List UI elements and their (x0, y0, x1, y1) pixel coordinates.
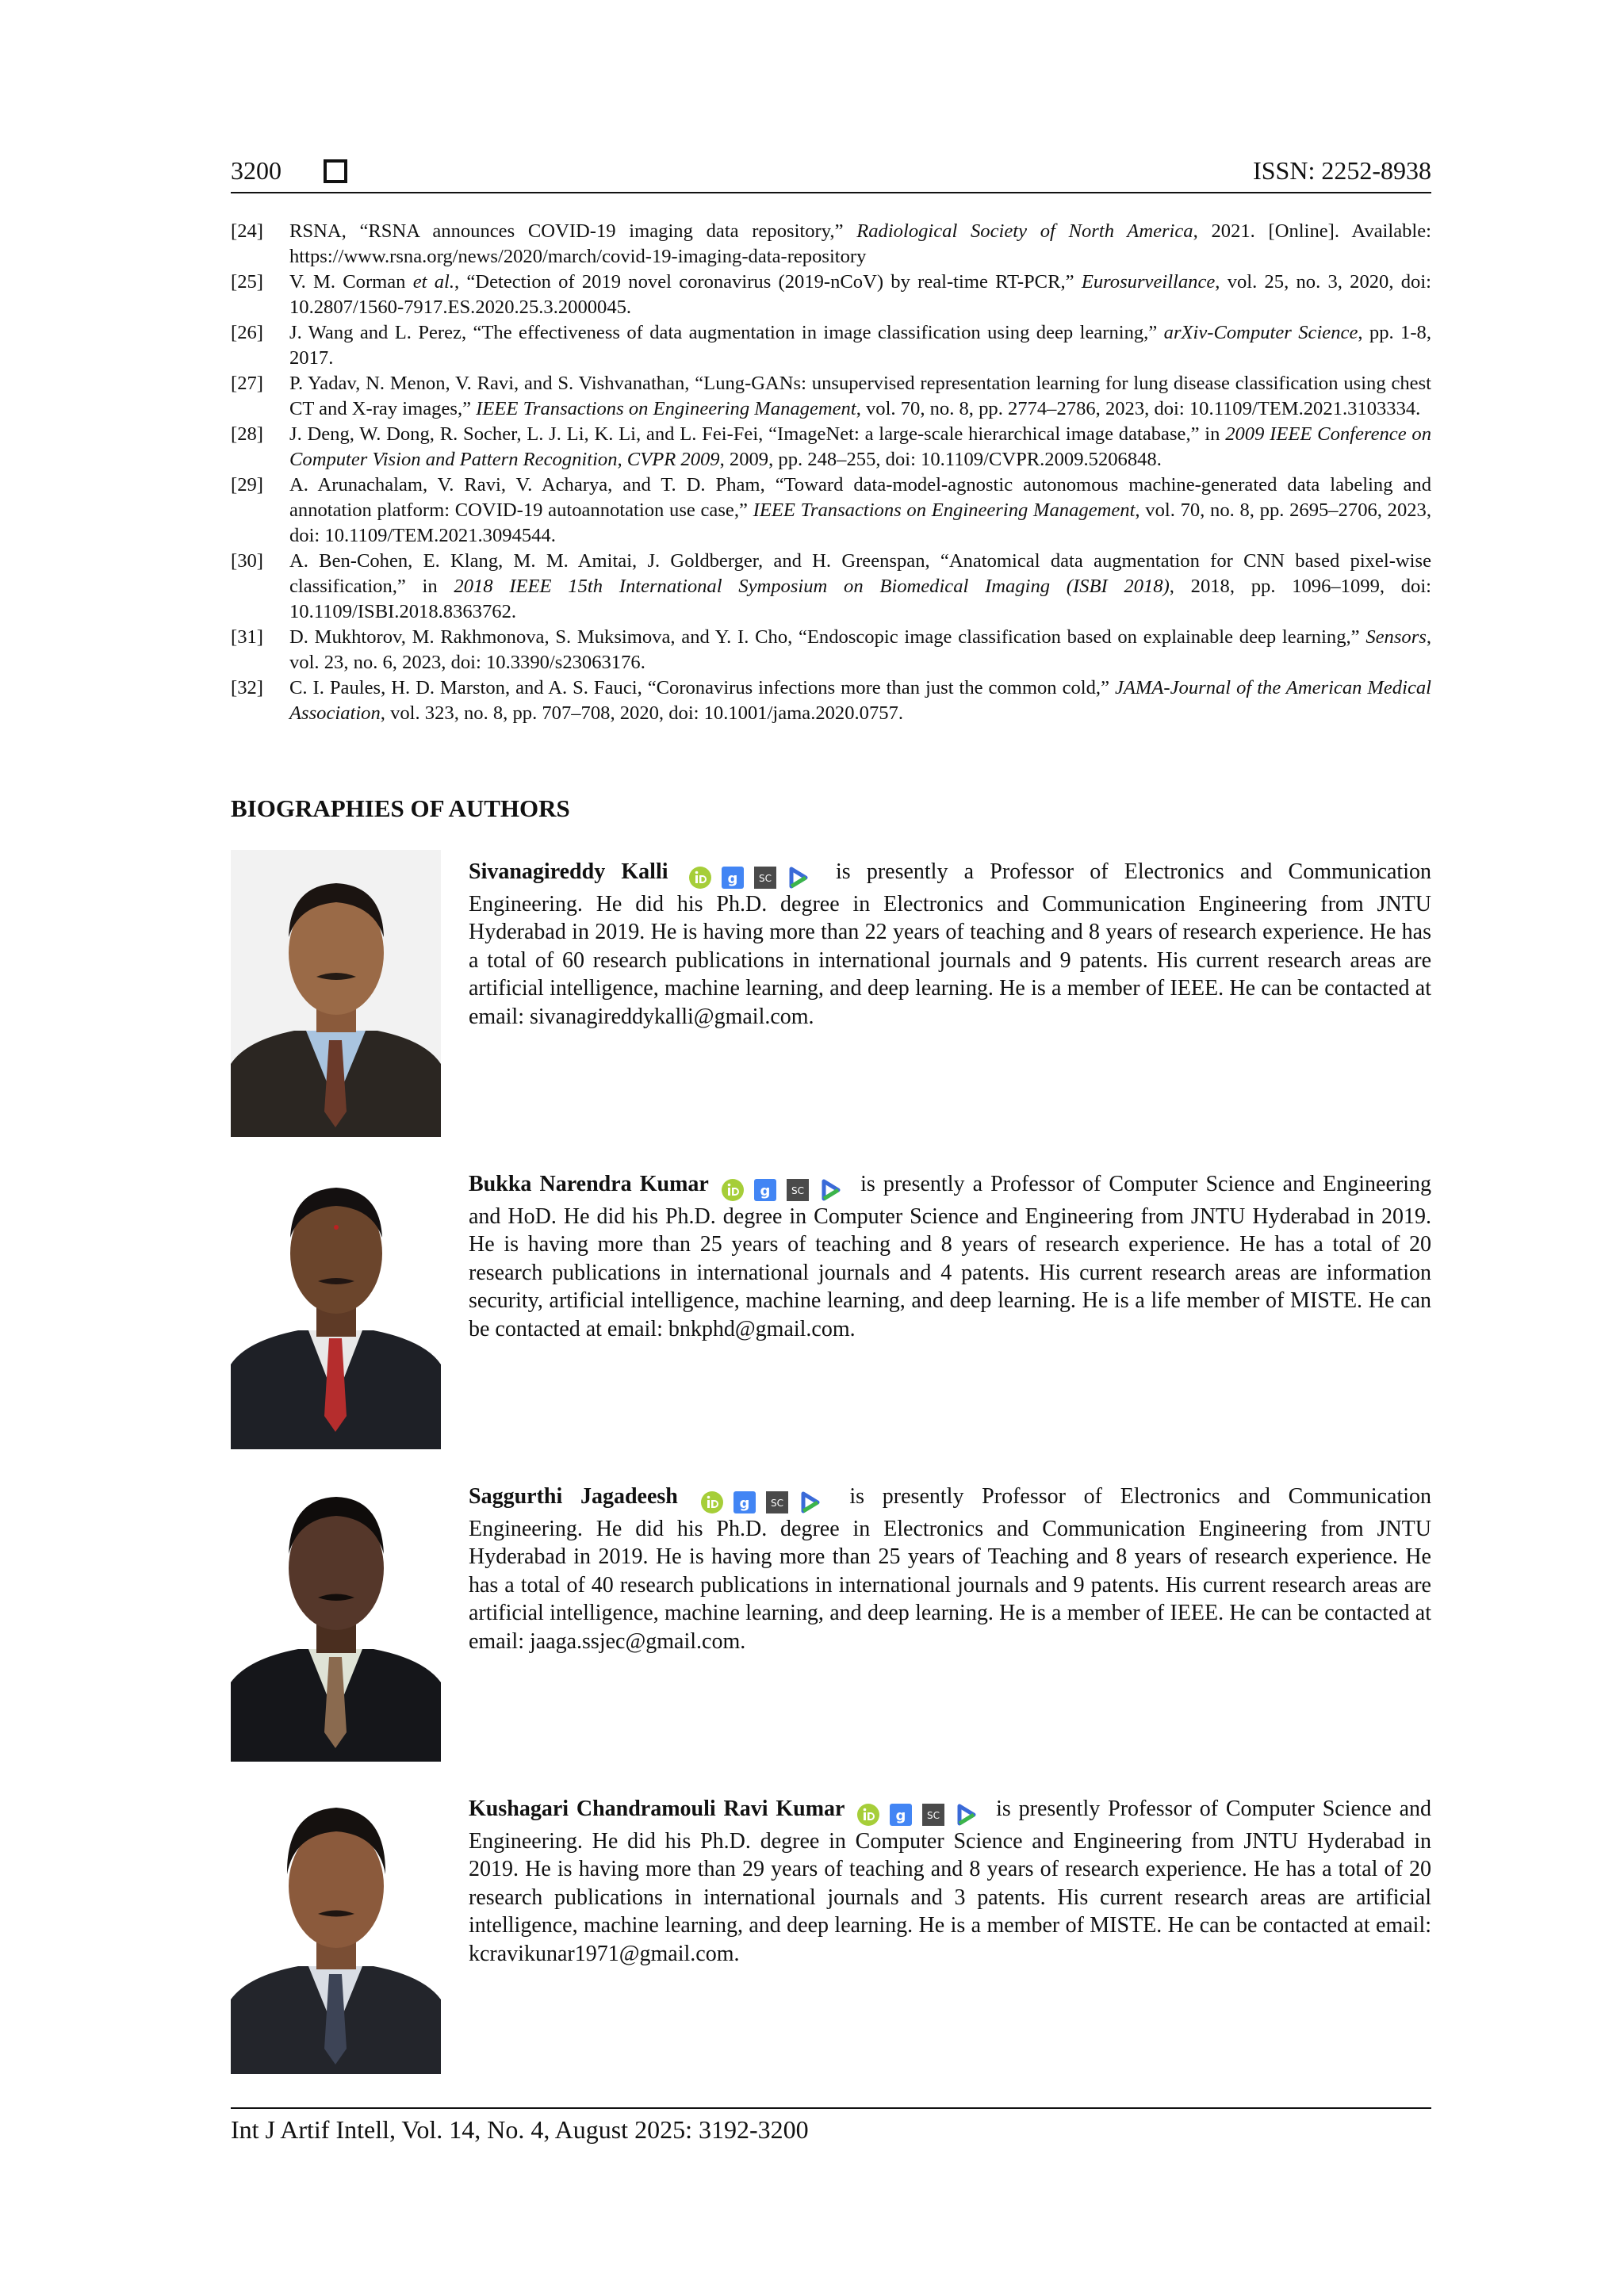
reference-number: [31] (231, 626, 263, 648)
reference-text (289, 371, 1431, 422)
reference-item (231, 270, 1431, 320)
reference-fragment: C. I. Paules, H. D. Marston, and A. S. Fauci, “Coronavirus infections more than just the common cold,” (289, 677, 1115, 698)
reference-item (231, 371, 1431, 422)
reference-text (289, 549, 1431, 625)
svg-text:SC: SC (791, 1184, 804, 1196)
reference-text (289, 675, 1431, 726)
reference-fragment: J. Deng, W. Dong, R. Socher, L. J. Li, K. Li, and L. Fei-Fei, “ImageNet: a large-scale hierarchical image database,” in (289, 423, 1226, 445)
google-scholar-icon[interactable] (733, 1491, 756, 1513)
scopus-icon[interactable] (787, 1179, 809, 1201)
orcid-icon[interactable] (701, 1491, 723, 1513)
reference-number: [29] (231, 474, 263, 496)
author-photo (231, 1475, 441, 1762)
publons-icon[interactable] (819, 1179, 841, 1201)
svg-text:g: g (895, 1807, 906, 1824)
author-name: Saggurthi Jagadeesh (469, 1484, 678, 1509)
reference-text (289, 422, 1431, 473)
reference-fragment: , vol. 323, no. 8, pp. 707–708, 2020, doi: 10.1001/jama.2020.0757. (380, 702, 904, 724)
reference-number: [32] (231, 677, 263, 698)
reference-number: [30] (231, 550, 263, 572)
reference-item (231, 219, 1431, 270)
reference-venue: IEEE Transactions on Engineering Management (753, 499, 1136, 521)
author-bio-body: is presently a Professor of Electronics and Communication Engineering. He did his Ph.D. degree in Electronics and Communication Engineering from JNTU Hyderabad in 2019. He is having more than 22 years of teaching and 8 years of research experience. He has a total of 60 research publications in international journals and 9 patents. His current research areas are artificial intelligence, machine learning, and deep learning. He is a member of IEEE. He can be contacted at email: sivanagireddykalli@gmail.com. (469, 859, 1431, 1029)
page-number: 3200 (231, 156, 282, 185)
reference-fragment: V. M. Corman (289, 271, 413, 293)
author-bio-text (469, 1795, 1431, 1968)
reference-text (289, 270, 1431, 320)
reference-fragment: J. Wang and L. Perez, “The effectiveness of data augmentation in image classification using deep learning,” (289, 322, 1164, 343)
author-bio-body: is presently Professor of Electronics and Communication Engineering. He did his Ph.D. degree in Electronics and Communication Engineering from JNTU Hyderabad in 2019. He is having more than 25 years of Teaching and 8 years of research experience. He has a total of 40 research publications in international journals and 9 patents. His current research areas are artificial intelligence, machine learning, and deep learning. He is a member of IEEE. He can be contacted at email: jaaga.ssjec@gmail.com. (469, 1484, 1432, 1654)
profile-icons (689, 862, 809, 890)
reference-venue: et al. (412, 271, 454, 293)
reference-number: [27] (231, 373, 263, 394)
reference-fragment: , 2009, pp. 248–255, doi: 10.1109/CVPR.2009.5206848. (719, 449, 1162, 470)
reference-number: [24] (231, 220, 263, 242)
profile-icons (722, 1174, 841, 1203)
reference-venue: 2009 IEEE Conference on Computer Vision and Pattern Recognition, CVPR 2009 (289, 423, 1431, 470)
reference-text (289, 320, 1431, 371)
reference-fragment: D. Mukhtorov, M. Rakhmonova, S. Muksimova, and Y. I. Cho, “Endoscopic image classification based on explainable deep learning,” (289, 626, 1366, 648)
reference-fragment: , vol. 70, no. 8, pp. 2695–2706, 2023, doi: 10.1109/TEM.2021.3094544. (289, 499, 1431, 546)
profile-icons (857, 1799, 977, 1827)
reference-fragment: A. Arunachalam, V. Ravi, V. Acharya, and T. D. Pham, “Toward data-model-agnostic autonomous machine-generated data labeling and annotation platform: COVID-19 autoannotation use case,” (289, 474, 1431, 521)
reference-fragment: , 2021. [Online]. Available: https://www.rsna.org/news/2020/march/covid-19-imaging-data-repository (289, 220, 1431, 267)
reference-item (231, 320, 1431, 371)
reference-number: [28] (231, 423, 263, 445)
svg-text:SC: SC (758, 872, 772, 884)
reference-fragment: , vol. 70, no. 8, pp. 2774–2786, 2023, doi: 10.1109/TEM.2021.3103334. (856, 398, 1421, 419)
reference-fragment: , 2018, pp. 1096–1099, doi: 10.1109/ISBI.2018.8363762. (289, 576, 1431, 622)
author-name: Kushagari Chandramouli Ravi Kumar (469, 1797, 845, 1821)
issn: ISSN: 2252-8938 (1253, 156, 1431, 185)
svg-text:SC: SC (770, 1497, 783, 1509)
reference-item (231, 625, 1431, 675)
scopus-icon[interactable] (766, 1491, 788, 1513)
google-scholar-icon[interactable] (890, 1804, 912, 1826)
reference-fragment: , vol. 23, no. 6, 2023, doi: 10.3390/s23063176. (289, 626, 1431, 673)
profile-icons (701, 1487, 821, 1515)
reference-fragment: P. Yadav, N. Menon, V. Ravi, and S. Vishvanathan, “Lung-GANs: unsupervised representation learning for lung disease classification using chest CT and X-ray images,” (289, 373, 1431, 419)
publons-icon[interactable] (787, 867, 809, 889)
author-bio-text (469, 858, 1431, 1031)
svg-text:g: g (760, 1182, 771, 1200)
header-rule (231, 192, 1431, 193)
author-bio-text (469, 1483, 1431, 1655)
reference-item (231, 675, 1431, 726)
section-heading: BIOGRAPHIES OF AUTHORS (231, 794, 570, 822)
scopus-icon[interactable] (922, 1804, 944, 1826)
reference-number: [26] (231, 322, 263, 343)
google-scholar-icon[interactable] (722, 867, 744, 889)
reference-fragment: RSNA, “RSNA announces COVID-19 imaging data repository,” (289, 220, 857, 242)
scopus-icon[interactable] (754, 867, 776, 889)
publons-icon[interactable] (955, 1804, 977, 1826)
reference-venue: Eurosurveillance (1081, 271, 1216, 293)
page-header (231, 151, 1431, 190)
publons-icon[interactable] (799, 1491, 821, 1513)
reference-item (231, 473, 1431, 549)
reference-item (231, 422, 1431, 473)
reference-venue: JAMA-Journal of the American Medical Association (289, 677, 1431, 724)
reference-venue: IEEE Transactions on Engineering Management (476, 398, 856, 419)
orcid-icon[interactable] (722, 1179, 744, 1201)
reference-fragment: , “Detection of 2019 novel coronavirus (2019-nCoV) by real-time RT-PCR,” (454, 271, 1082, 293)
reference-text (289, 625, 1431, 675)
references-list (231, 219, 1431, 726)
author-photo (231, 1162, 441, 1449)
author-bio-text (469, 1170, 1431, 1343)
reference-venue: arXiv-Computer Science (1163, 322, 1358, 343)
reference-text (289, 219, 1431, 270)
author-name: Bukka Narendra Kumar (469, 1172, 709, 1196)
reference-item (231, 549, 1431, 625)
page-footer: Int J Artif Intell, Vol. 14, No. 4, August 2025: 3192-3200 (231, 2115, 809, 2144)
reference-fragment: , pp. 1-8, 2017. (289, 322, 1431, 369)
reference-fragment: , vol. 25, no. 3, 2020, doi: 10.2807/1560-7917.ES.2020.25.3.2000045. (289, 271, 1431, 318)
reference-venue: Sensors (1365, 626, 1427, 648)
orcid-icon[interactable] (857, 1804, 879, 1826)
checkbox-square-icon (324, 159, 347, 183)
google-scholar-icon[interactable] (754, 1179, 776, 1201)
reference-venue: 2018 IEEE 15th International Symposium on Biomedical Imaging (ISBI 2018) (454, 576, 1170, 597)
reference-text (289, 473, 1431, 549)
svg-text:g: g (727, 870, 738, 887)
reference-fragment: A. Ben-Cohen, E. Klang, M. M. Amitai, J. Goldberger, and H. Greenspan, “Anatomical data augmentation for CNN based pixel-wise classification,” in (289, 550, 1431, 597)
svg-text:g: g (739, 1494, 750, 1512)
svg-text:SC: SC (927, 1809, 940, 1821)
author-photo (231, 1787, 441, 2074)
footer-rule (231, 2107, 1431, 2109)
author-photo (231, 850, 441, 1137)
author-bio-body: is presently Professor of Computer Science and Engineering. He did his Ph.D. degree in Computer Science and Engineering from JNTU Hyderabad in 2019. He is having more than 29 years of teaching and 8 years of research experience. He has a total of 20 research publications in international journals and 3 patents. His current research areas are artificial intelligence, machine learning, and deep learning. He is a member of MISTE. He can be contacted at email: kcravikunar1971@gmail.com. (469, 1797, 1432, 1966)
author-bio-body: is presently a Professor of Computer Science and Engineering and HoD. He did his Ph.D. degree in Computer Science and Engineering from JNTU Hyderabad in 2019. He is having more than 25 years of teaching and 8 years of research experience. He has a total of 20 research publications in international journals and 4 patents. His current research areas are information security, artificial intelligence, machine learning, and deep learning. He is a life member of MISTE. He can be contacted at email: bnkphd@gmail.com. (469, 1172, 1432, 1341)
reference-number: [25] (231, 271, 263, 293)
author-name: Sivanagireddy Kalli (469, 859, 668, 884)
reference-venue: Radiological Society of North America (856, 220, 1193, 242)
orcid-icon[interactable] (689, 867, 711, 889)
